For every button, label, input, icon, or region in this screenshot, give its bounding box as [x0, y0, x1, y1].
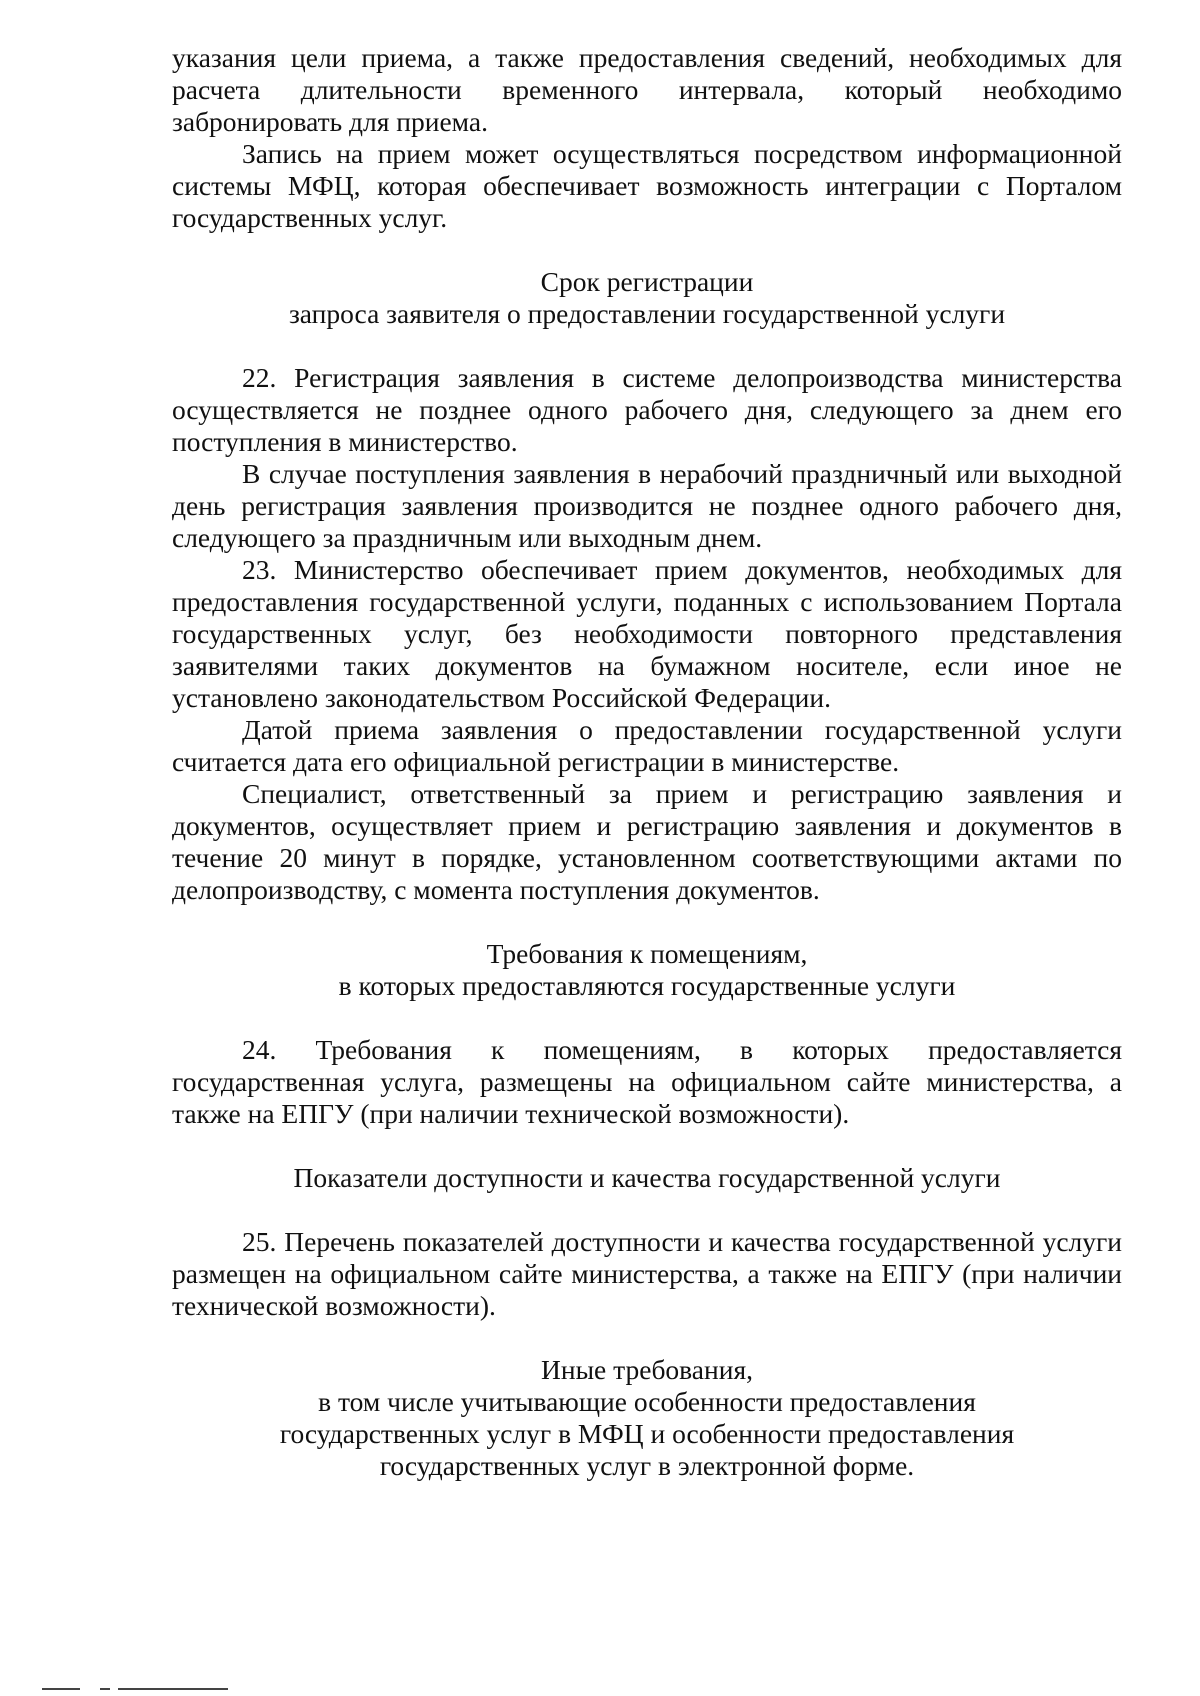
section-heading-premises-line2: в которых предоставляются государственные услуги	[338, 970, 956, 1001]
section-heading-registration-line2: запроса заявителя о предоставлении государственной услуги	[288, 298, 1006, 329]
spacer	[172, 1194, 1122, 1226]
scan-mark	[100, 1688, 110, 1690]
paragraph-23-date: Датой приема заявления о предоставлении государственной услуги считается дата его официальной регистрации в министерстве.	[172, 714, 1122, 777]
spacer	[172, 1130, 1122, 1162]
spacer	[172, 1002, 1122, 1034]
spacer	[172, 234, 1122, 266]
section-heading-other-line4: государственных услуг в электронной форме.	[379, 1450, 915, 1481]
paragraph-22-holiday: В случае поступления заявления в нерабочий праздничный или выходной день регистрация заявления производится не позднее одного рабочего дня, следующего за праздничным или выходным днем.	[172, 458, 1122, 553]
document-page	[172, 42, 1122, 1482]
paragraph-appointment-booking: Запись на прием может осуществляться посредством информационной системы МФЦ, которая обеспечивает возможность интеграции с Порталом государственных услуг.	[172, 138, 1122, 233]
paragraph-25-quality: 25. Перечень показателей доступности и качества государственной услуги размещен на официальном сайте министерства, а также на ЕПГУ (при наличии технической возможности).	[172, 1226, 1122, 1321]
section-heading-registration-line1: Срок регистрации	[540, 266, 754, 297]
spacer	[172, 1322, 1122, 1354]
section-heading-other-line2: в том числе учитывающие особенности предоставления	[318, 1386, 976, 1417]
scan-mark	[42, 1688, 80, 1690]
section-heading-other-line3: государственных услуг в МФЦ и особенности предоставления	[279, 1418, 1015, 1449]
scan-mark	[118, 1688, 228, 1690]
paragraph-intro-continued: указания цели приема, а также предоставления сведений, необходимых для расчета длительности временного интервала, который необходимо забронировать для приема.	[172, 42, 1122, 137]
section-heading-other-line1: Иные требования,	[541, 1354, 753, 1385]
spacer	[172, 330, 1122, 362]
paragraph-24-premises: 24. Требования к помещениям, в которых предоставляется государственная услуга, размещены на официальном сайте министерства, а также на ЕПГУ (при наличии технической возможности).	[172, 1034, 1122, 1129]
scan-edge-marks	[42, 1688, 242, 1691]
section-heading-quality: Показатели доступности и качества государственной услуги	[293, 1162, 1001, 1193]
section-heading-premises-line1: Требования к помещениям,	[486, 938, 808, 969]
spacer	[172, 906, 1122, 938]
paragraph-22-registration: 22. Регистрация заявления в системе делопроизводства министерства осуществляется не позднее одного рабочего дня, следующего за днем его поступления в министерство.	[172, 362, 1122, 457]
paragraph-23-portal: 23. Министерство обеспечивает прием документов, необходимых для предоставления государственной услуги, поданных с использованием Портала государственных услуг, без необходимости повторного представления заявителями таких документов на бумажном носителе, если иное не установлено законодательством Российской Федерации.	[172, 554, 1122, 713]
paragraph-23-specialist: Специалист, ответственный за прием и регистрацию заявления и документов, осуществляет прием и регистрацию заявления и документов в течение 20 минут в порядке, установленном соответствующими актами по делопроизводству, с момента поступления документов.	[172, 778, 1122, 905]
